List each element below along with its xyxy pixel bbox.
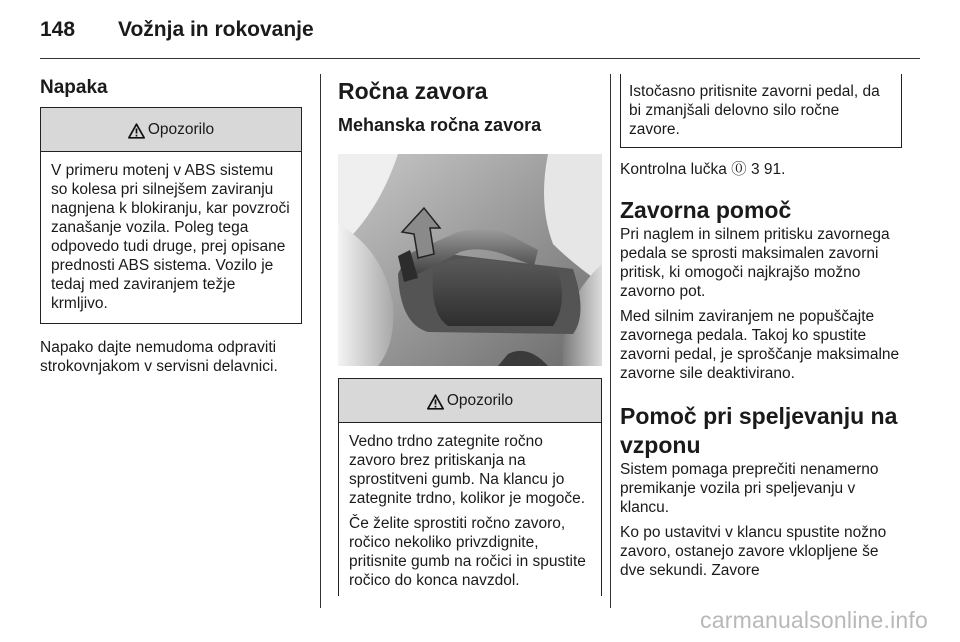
left-column — [40, 74, 302, 376]
brake-indicator-icon: ⓪ — [731, 161, 747, 178]
handbrake-illustration — [338, 154, 602, 366]
handbrake-photo — [338, 154, 602, 366]
warning-label: Opozorilo — [446, 391, 514, 409]
column-divider-2 — [610, 74, 611, 608]
body-paragraph: Ko po ustavitvi v klancu spustite nožno zavoro, ostanejo zavore vklopljene še dve sekundi. Zavore — [620, 524, 887, 579]
page-reference: 3 91. — [750, 161, 786, 178]
warning-text: V primeru motenj v ABS sistemu so kolesa pri silnejšem zaviranju nagnjena k blokiranju, kar povzroči zanašanje vozila. Poleg tega odpovedo tudi druge, prej opisane prednosti ABS sistema. Vozilo je tedaj med zaviranjem težje krmljivo. — [51, 162, 290, 312]
middle-column — [338, 74, 602, 596]
warning-header — [339, 379, 601, 423]
body-paragraph: Pri naglem in silnem pritisku zavornega pedala se sprosti maksimalen zavorni pritisk, ki omogoči najkrajšo možno zavorno pot. — [620, 226, 890, 300]
warning-box-handbrake — [338, 378, 602, 596]
body-paragraph: Napako dajte nemudoma odpraviti strokovnjakom v servisni delavnici. — [40, 339, 278, 375]
right-column — [620, 74, 902, 580]
warning-header — [41, 108, 301, 152]
warning-text-1: Vedno trdno zategnite ročno zavoro brez pritiskanja na sprostitveni gumb. Na klancu jo zategnite trdno, kolikor je mogoče. — [349, 433, 586, 507]
warning-label: Opozorilo — [147, 120, 215, 138]
header-rule — [40, 58, 920, 59]
continued-warning-box — [620, 74, 902, 148]
section-heading-zavorna-pomoc: Zavorna pomoč — [620, 197, 792, 223]
warning-triangle-icon — [128, 123, 145, 139]
body-paragraph: Med silnim zaviranjem ne popuščajte zavornega pedala. Takoj ko spustite zavorni pedal, je sproščanje maksimalne zavorne sile deaktivirano. — [620, 308, 900, 382]
section-heading-hill-start: Pomoč pri speljevanju na vzponu — [620, 403, 898, 458]
indicator-label: Kontrolna lučka — [620, 161, 727, 178]
section-heading-rocna-zavora: Ročna zavora — [338, 78, 488, 104]
watermark: carmanualsonline.info — [700, 607, 928, 633]
page-header — [40, 18, 314, 42]
indicator-reference — [620, 160, 902, 179]
warning-text-2: Če želite sprostiti ročno zavoro, ročico nekoliko privzdignite, pritisnite gumb na ročici in spustite ročico do konca navzdol. — [349, 515, 586, 589]
chapter-title: Vožnja in rokovanje — [118, 18, 314, 41]
subsection-heading: Mehanska ročna zavora — [338, 115, 542, 135]
warning-triangle-icon — [427, 394, 444, 410]
column-divider-1 — [320, 74, 321, 608]
warning-box-abs — [40, 107, 302, 324]
section-heading-napaka: Napaka — [40, 77, 108, 98]
body-paragraph: Sistem pomaga preprečiti nenamerno premikanje vozila pri speljevanju v klancu. — [620, 461, 879, 516]
continued-warning-text: Istočasno pritisnite zavorni pedal, da bi zmanjšali delovno silo ročne zavore. — [629, 83, 880, 138]
page-number: 148 — [40, 18, 76, 41]
